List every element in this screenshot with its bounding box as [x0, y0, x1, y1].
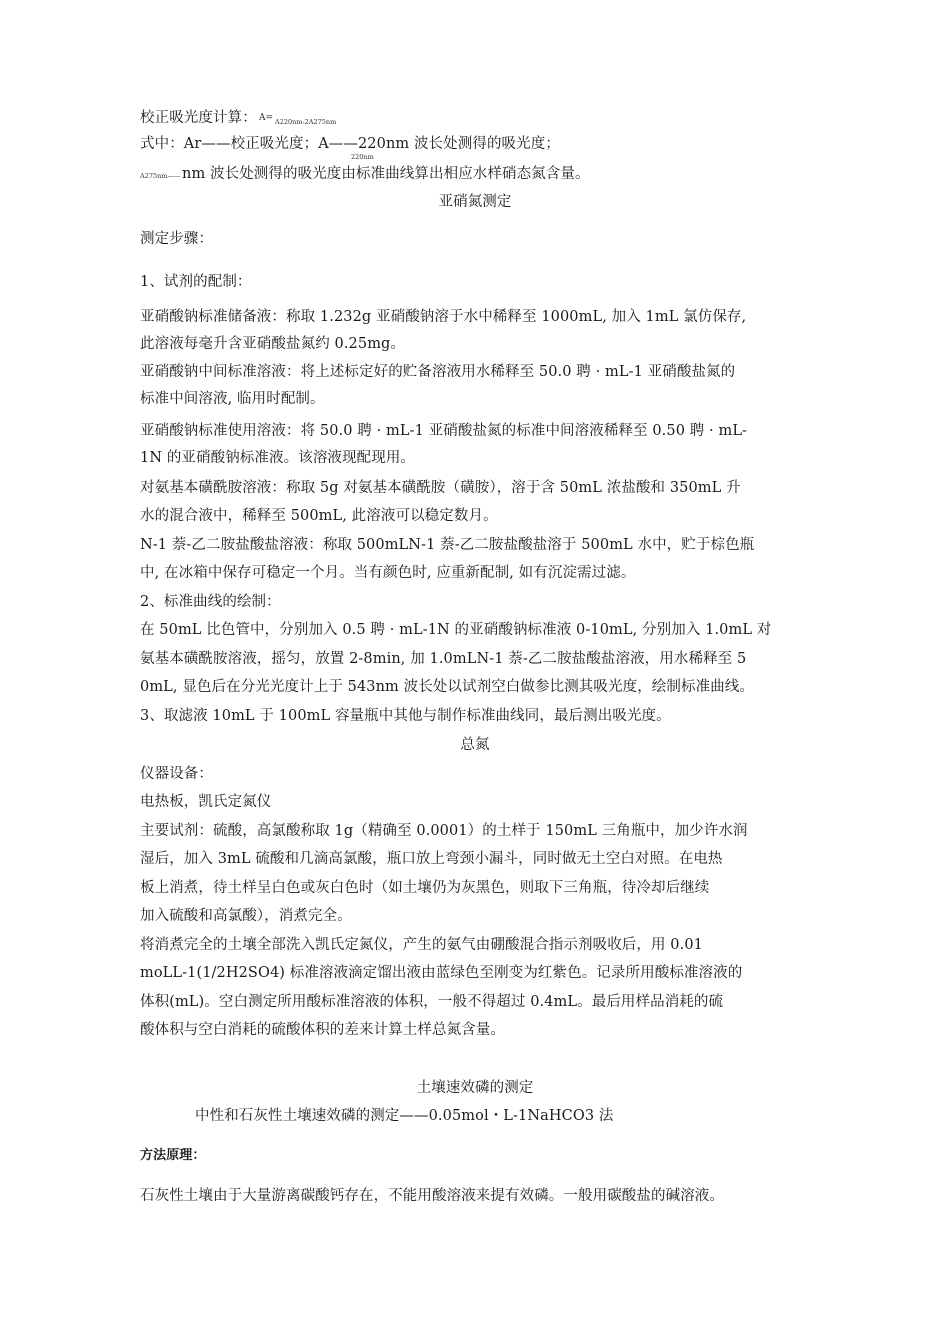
text-line: 式中：Ar——校正吸光度；A——220nm 波长处测得的吸光度；: [140, 136, 560, 152]
text-line: 1N 的亚硝酸钠标准液。该溶液现配现用。: [140, 450, 416, 466]
text-line: 水的混合液中，稀释至 500mL, 此溶液可以稳定数月。: [140, 508, 498, 524]
text-line: 酸体积与空白消耗的硫酸体积的差来计算土样总氮含量。: [140, 1022, 505, 1038]
text-line: 2、标准曲线的绘制：: [140, 594, 281, 610]
text-line: 板上消煮，待土样呈白色或灰白色时（如土壤仍为灰黑色，则取下三角瓶，待冷却后继续: [140, 880, 710, 896]
text-line: 3、取滤液 10mL 于 100mL 容量瓶中其他与制作标准曲线同，最后测出吸光度。: [140, 708, 671, 724]
text-line: 对氨基本磺酰胺溶液：称取 5g 对氨基本磺酰胺（磺胺），溶于含 50mL 浓盐酸和 350mL 升: [140, 480, 741, 496]
text-line: 测定步骤：: [140, 231, 213, 247]
text-line: 湿后，加入 3mL 硫酸和几滴高氯酸，瓶口放上弯颈小漏斗，同时做无土空白对照。在电热: [140, 851, 723, 867]
text-line: 氨基本磺酰胺溶液，摇匀，放置 2-8min, 加 1.0mLN-1 萘-乙二胺盐酸盐溶液，用水稀释至 5: [140, 651, 747, 667]
text-line: 电热板，凯氏定氮仪: [140, 794, 272, 810]
text-line: 体积(mL)。空白测定所用酸标准溶液的体积，一般不得超过 0.4mL。最后用样品消耗的硫: [140, 994, 724, 1010]
formula-label: [140, 108, 257, 128]
text-line: 中, 在冰箱中保存可稳定一个月。当有颜色时, 应重新配制, 如有沉淀需过滤。: [140, 565, 636, 581]
text-line: moLL-1(1/2H2SO4) 标准溶液滴定馏出液由蓝绿色至刚变为红紫色。记录所用酸标准溶液的: [140, 965, 743, 981]
text-line: 仪器设备：: [140, 766, 213, 782]
subsection-heading: 中性和石灰性土壤速效磷的测定——0.05mol・L-1NaHCO3 法: [195, 1108, 614, 1124]
text-line: 主要试剂：硫酸，高氯酸称取 1g（精确至 0.0001）的土样于 150mL 三角瓶中，加少许水润: [140, 823, 748, 839]
section-heading: 土壤速效磷的测定: [416, 1080, 534, 1096]
section-heading: 亚硝氮测定: [438, 194, 512, 210]
text-line: 加入硫酸和高氯酸），消煮完全。: [140, 908, 352, 924]
text-line: nm 波长处测得的吸光度由标准曲线算出相应水样硝态氮含量。: [182, 166, 590, 182]
text-line: 亚硝酸钠中间标准溶液：将上述标定好的贮备溶液用水稀释至 50.0 聘 · mL-1 亚硝酸盐氮的: [140, 364, 736, 380]
text-line: 在 50mL 比色管中，分别加入 0.5 聘 · mL-1N 的亚硝酸钠标准液 0-10mL, 分别加入 1.0mL 对: [140, 622, 772, 638]
text-line: 0mL, 显色后在分光光度计上于 543nm 波长处以试剂空白做参比测其吸光度，绘制标准曲线。: [140, 679, 755, 695]
formula-fragment: A220nm-2A275nm: [275, 118, 337, 126]
text-line: 校正吸光度计算：: [140, 110, 257, 126]
text-line: 此溶液每毫升含亚硝酸盐氮约 0.25mg。: [140, 336, 406, 352]
formula-fragment: A=: [259, 113, 274, 123]
text-line: 将消煮完全的土壤全部洗入凯氏定氮仪，产生的氨气由硼酸混合指示剂吸收后，用 0.01: [140, 937, 703, 953]
text-line: 石灰性土壤由于大量游离碳酸钙存在，不能用酸溶液来提有效磷。一般用碳酸盐的碱溶液。: [140, 1188, 724, 1204]
formula-fragment: 220nm: [351, 153, 374, 161]
section-heading: 总氮: [460, 737, 490, 753]
text-line: 标准中间溶液, 临用时配制。: [140, 391, 325, 407]
formula-fragment: A275nm——: [140, 172, 181, 180]
method-heading: 方法原理：: [140, 1148, 206, 1163]
text-line: 亚硝酸钠标准使用溶液：将 50.0 聘 · mL-1 亚硝酸盐氮的标准中间溶液稀释至 0.50 聘 · mL-: [140, 423, 748, 439]
text-line: 1、试剂的配制：: [140, 274, 252, 290]
text-line: 亚硝酸钠标准储备液：称取 1.232g 亚硝酸钠溶于水中稀释至 1000mL, 加入 1mL 氯仿保存,: [140, 309, 747, 325]
text-line: N-1 萘-乙二胺盐酸盐溶液：称取 500mLN-1 萘-乙二胺盐酸盐溶于 500mL 水中，贮于棕色瓶: [140, 537, 755, 553]
